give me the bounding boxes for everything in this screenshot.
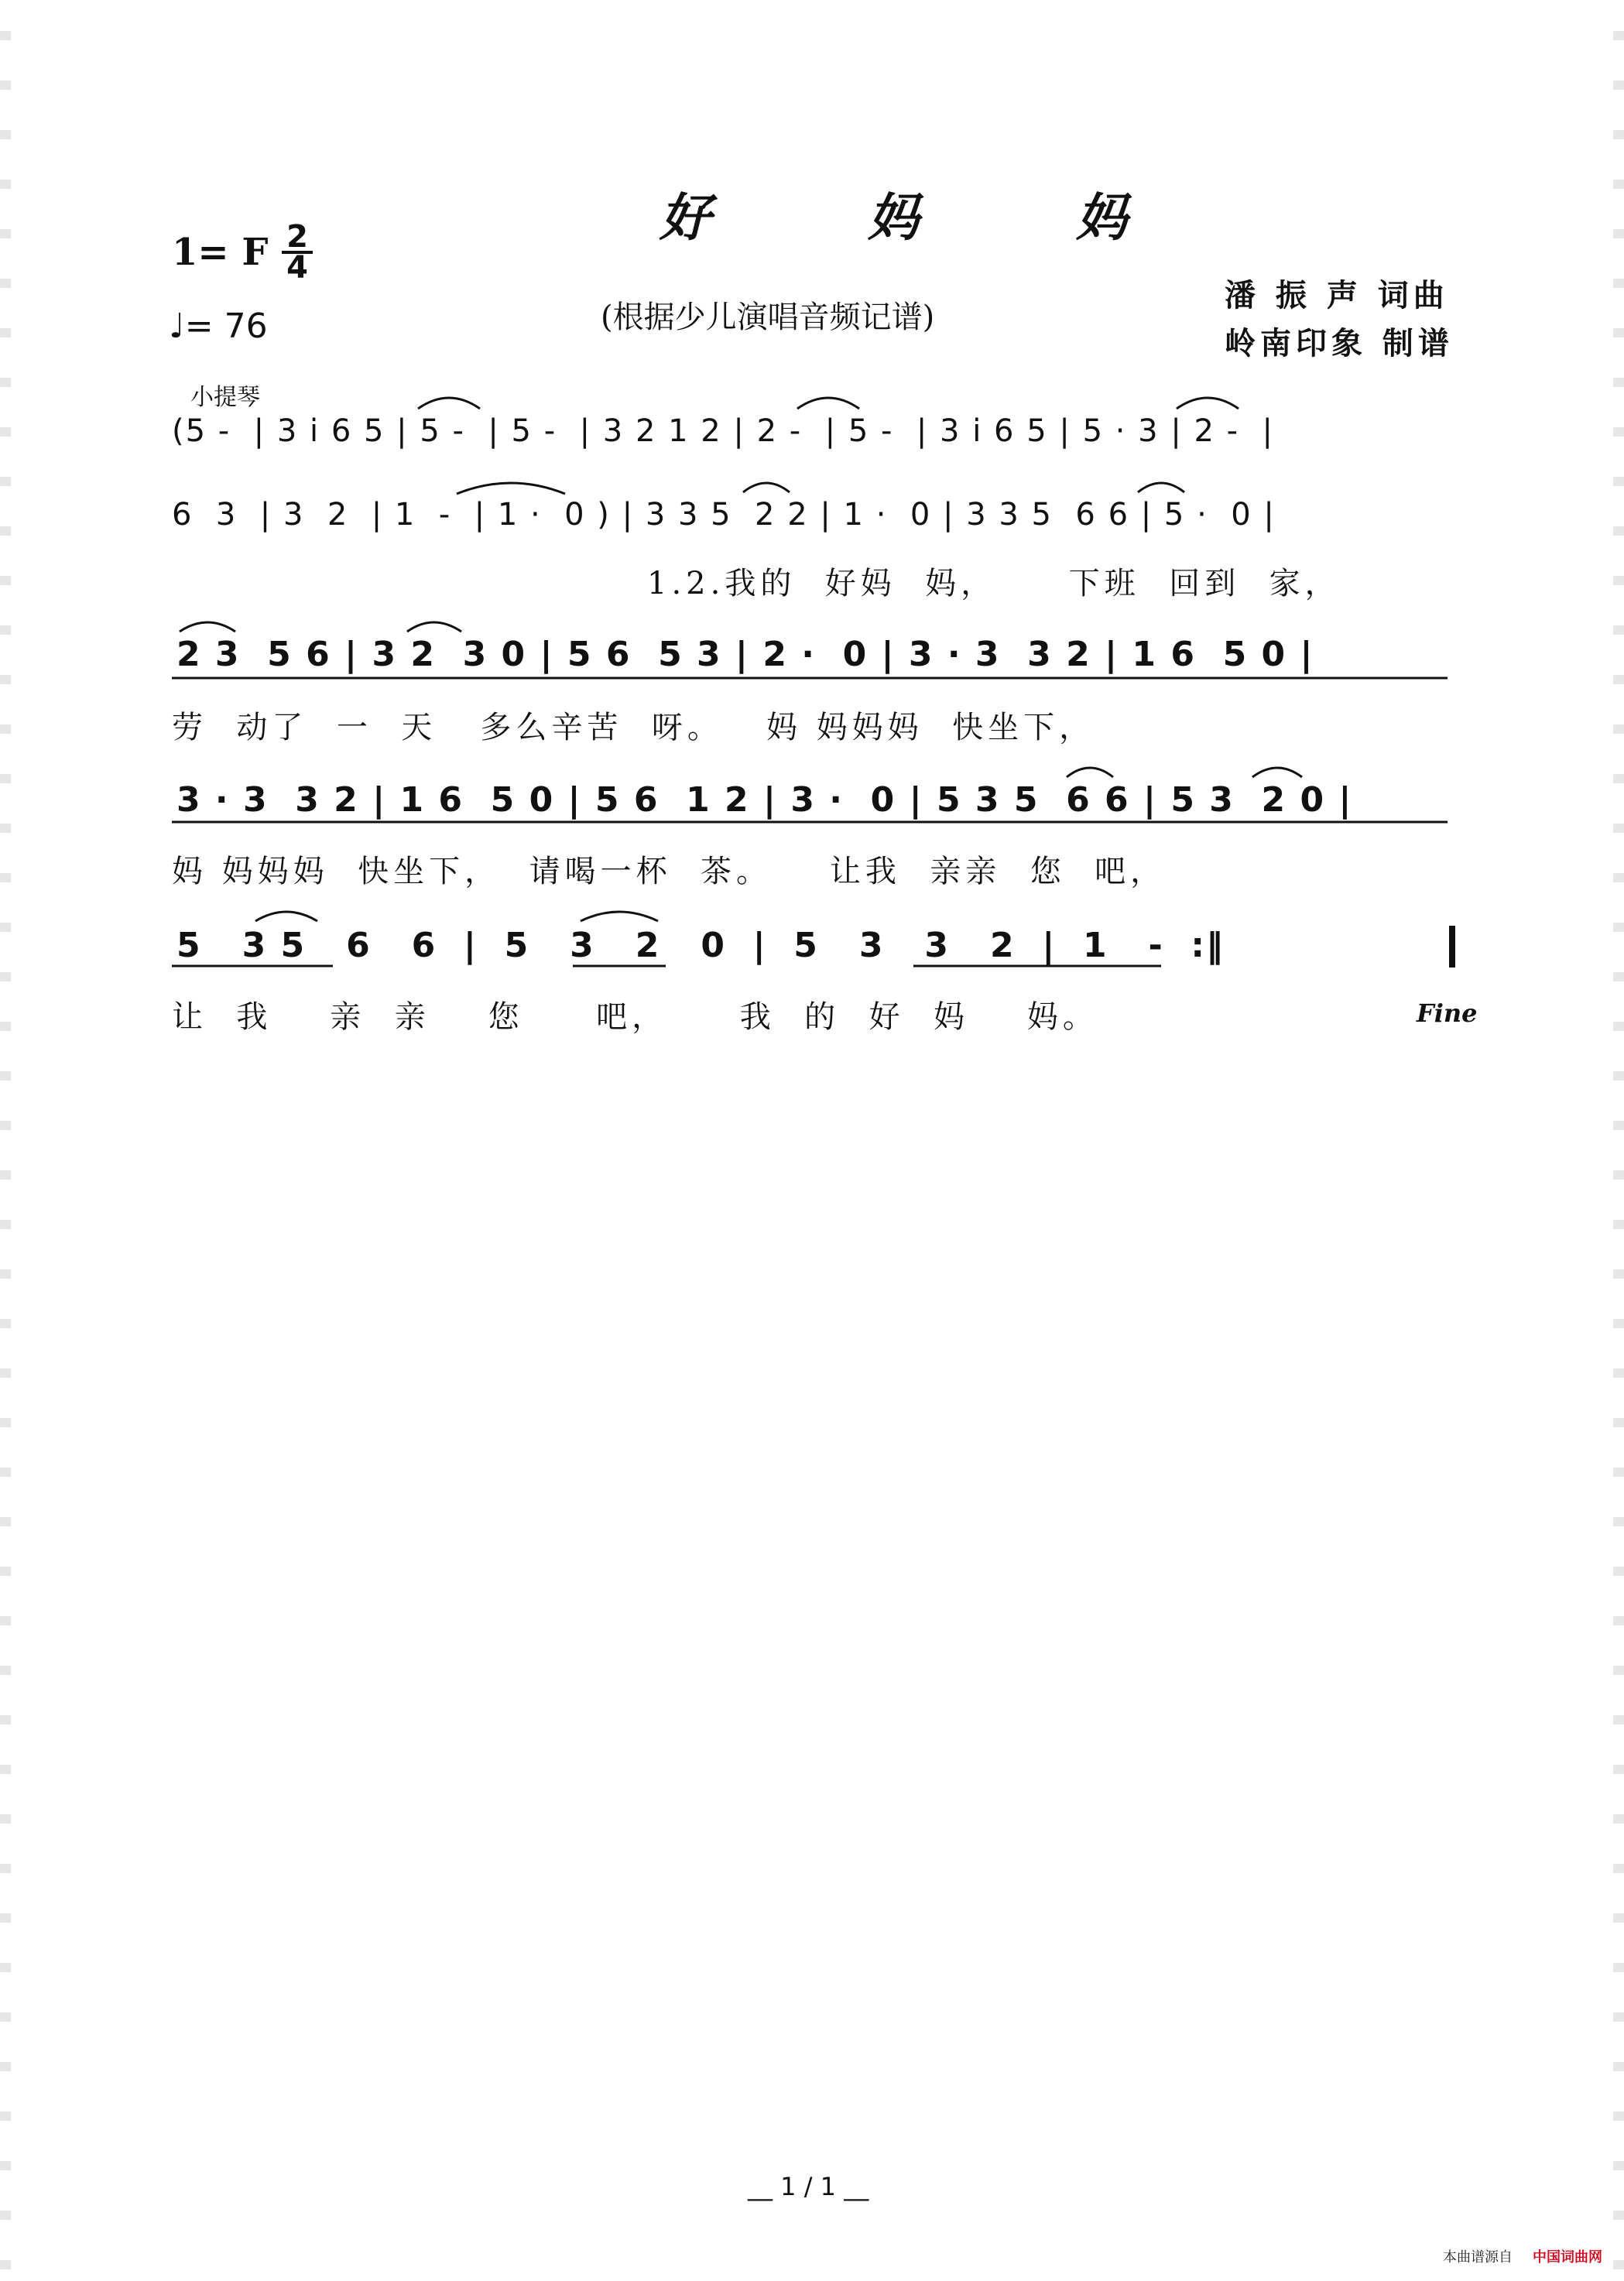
lyrics-row-5: 让 我 亲 亲 您 吧， 我 的 好 妈 妈。 [172,999,1098,1035]
lyrics-row-4: 妈 妈妈妈 快坐下， 请喝一杯 茶。 让我 亲亲 您 吧， [172,854,1167,889]
footer-source-label: 本曲谱源自 [1443,2249,1513,2266]
subtitle: (根据少儿演唱音频记谱) [601,300,935,335]
time-signature-numerator: 2 [286,219,308,255]
notation-row-5: 5 3 5 6 6 | 5 3 2 0 | 5 3 3 2 | 1 - :‖ [176,926,1225,965]
instrument-label: 小提琴 [190,384,260,411]
song-title: 好 妈 妈 [660,187,1197,248]
tempo-marking: ♩= 76 [169,307,268,346]
time-signature-denominator: 4 [286,250,308,286]
notation-row-2: 6 3 | 3 2 | 1 - | 1 · 0 ) | 3 3 5 2 2 | 1 · 0 | 3 3 5 6 6 | 5 · 0 | [172,497,1276,533]
lyrics-row-3: 劳 动了 一 天 多么辛苦 呀。 妈 妈妈妈 快坐下， [172,710,1095,745]
fine-marking: Fine [1417,998,1478,1028]
arranger-credit: 岭南印象 制谱 [1225,325,1454,361]
composer-credit: 潘 振 声 词曲 [1225,277,1449,313]
page-number: __ 1 / 1 __ [748,2172,869,2201]
footer-site-link[interactable]: 中国词曲网 [1533,2249,1602,2266]
notation-row-4: 3 · 3 3 2 | 1 6 5 0 | 5 6 1 2 | 3 · 0 | 5 3 5 6 6 | 5 3 2 0 | [176,780,1353,820]
notation-row-1: (5 - | 3 i 6 5 | 5 - | 5 - | 3 2 1 2 | 2 - | 5 - | 3 i 6 5 | 5 · 3 | 2 - | [172,413,1275,449]
lyrics-row-2: 1.2.我的 好妈 妈， 下班 回到 家， [647,566,1341,601]
notation-row-3: 2 3 5 6 | 3 2 3 0 | 5 6 5 3 | 2 · 0 | 3 · 3 3 2 | 1 6 5 0 | [176,635,1314,674]
key-signature: 1= F [172,231,269,274]
